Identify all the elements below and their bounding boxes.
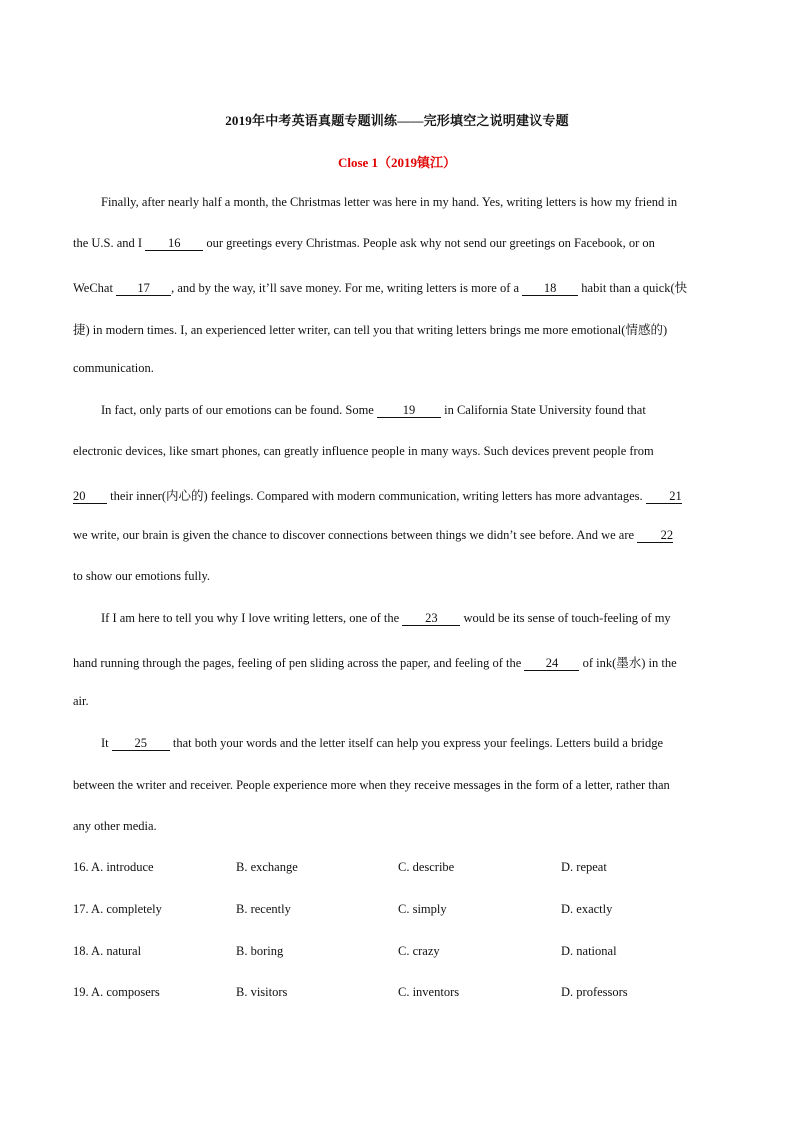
passage-line: electronic devices, like smart phones, can greatly influence people in many ways. Such devices prevent people from xyxy=(73,444,654,458)
passage-line: hand running through the pages, feeling of pen sliding across the paper, and feeling of the 24 of ink(墨水) in the xyxy=(73,656,677,670)
option-17-b[interactable]: B. recently xyxy=(236,902,291,916)
option-18-c[interactable]: C. crazy xyxy=(398,944,440,958)
blank-22[interactable]: 22 xyxy=(637,529,673,543)
blank-19[interactable]: 19 xyxy=(377,404,441,418)
blank-20[interactable]: 20 xyxy=(73,490,107,504)
option-19-d[interactable]: D. professors xyxy=(561,985,628,999)
passage-line: air. xyxy=(73,694,89,708)
option-16-d[interactable]: D. repeat xyxy=(561,860,607,874)
option-17-d[interactable]: D. exactly xyxy=(561,902,613,916)
passage-line: 捷) in modern times. I, an experienced letter writer, can tell you that writing letters brings me more emotional(情感的) xyxy=(73,323,668,337)
passage-line: we write, our brain is given the chance to discover connections between things we didn’t see before. And we are 22 xyxy=(73,528,674,542)
option-19-a[interactable]: 19. A. composers xyxy=(73,985,160,999)
passage-line: Finally, after nearly half a month, the Christmas letter was here in my hand. Yes, writing letters is how my friend in xyxy=(101,195,678,209)
blank-18[interactable]: 18 xyxy=(522,282,578,296)
option-19-b[interactable]: B. visitors xyxy=(236,985,288,999)
option-17-a[interactable]: 17. A. completely xyxy=(73,902,162,916)
blank-23[interactable]: 23 xyxy=(402,612,460,626)
passage-line: It 25 that both your words and the letter itself can help you express your feelings. Letters build a bridge xyxy=(101,736,664,750)
passage-line: If I am here to tell you why I love writing letters, one of the 23 would be its sense of touch-feeling of my xyxy=(101,611,671,625)
blank-16[interactable]: 16 xyxy=(145,237,203,251)
passage-line: 20 their inner(内心的) feelings. Compared with modern communication, writing letters has more advantages. 21 xyxy=(73,489,682,503)
passage-line: WeChat 17 , and by the way, it’ll save money. For me, writing letters is more of a 18 habit than a quick(快 xyxy=(73,281,688,295)
passage-line: the U.S. and I 16 our greetings every Christmas. People ask why not send our greetings on Facebook, or on xyxy=(73,236,655,250)
passage-line: any other media. xyxy=(73,819,157,833)
option-19-c[interactable]: C. inventors xyxy=(398,985,460,999)
blank-25[interactable]: 25 xyxy=(112,737,170,751)
option-18-d[interactable]: D. national xyxy=(561,944,617,958)
passage-line: to show our emotions fully. xyxy=(73,569,211,583)
passage-line: communication. xyxy=(73,361,154,375)
option-18-a[interactable]: 18. A. natural xyxy=(73,944,142,958)
option-18-b[interactable]: B. boring xyxy=(236,944,284,958)
option-16-b[interactable]: B. exchange xyxy=(236,860,298,874)
section-subtitle: Close 1（2019镇江） xyxy=(337,155,457,170)
option-16-c[interactable]: C. describe xyxy=(398,860,455,874)
page-title: 2019年中考英语真题专题训练——完形填空之说明建议专题 xyxy=(225,113,569,128)
option-17-c[interactable]: C. simply xyxy=(398,902,447,916)
passage-line: between the writer and receiver. People experience more when they receive messages in the form of a letter, rather than xyxy=(73,778,670,792)
blank-17[interactable]: 17 xyxy=(116,282,171,296)
blank-21[interactable]: 21 xyxy=(646,490,682,504)
passage-line: In fact, only parts of our emotions can be found. Some 19 in California State University found that xyxy=(101,403,646,417)
option-16-a[interactable]: 16. A. introduce xyxy=(73,860,154,874)
blank-24[interactable]: 24 xyxy=(524,657,579,671)
